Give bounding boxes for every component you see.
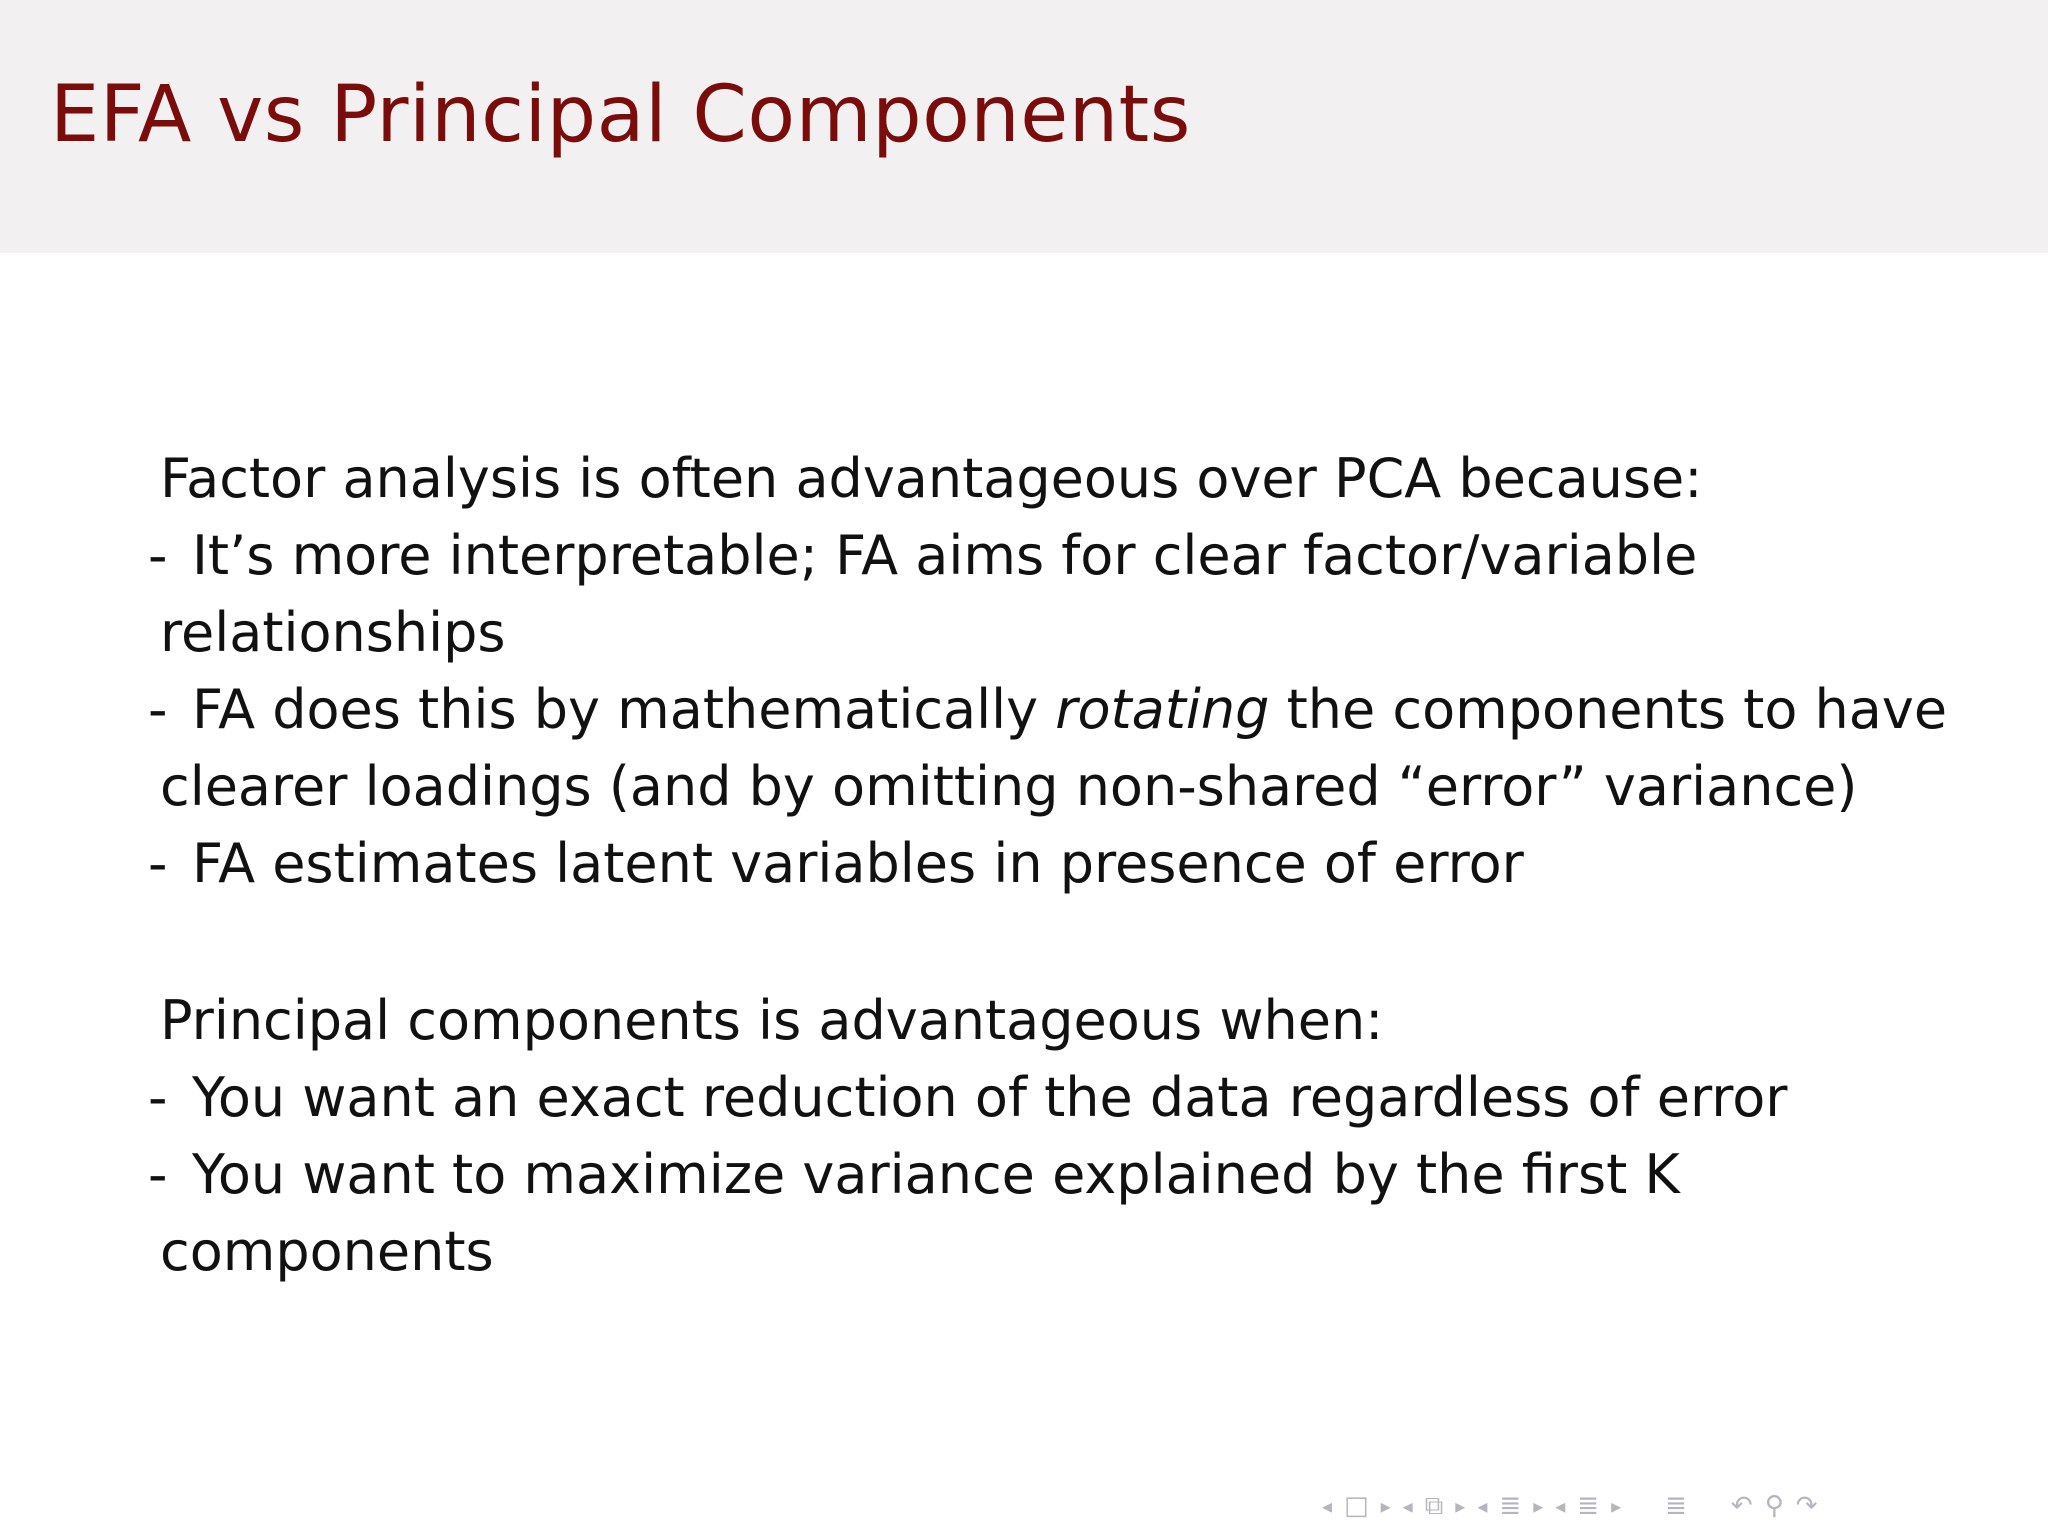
nav-next-arrow-icon[interactable]: ▸: [1455, 1494, 1466, 1518]
bullet-dash: -: [148, 524, 168, 587]
bullet-line: [148, 1136, 1948, 1213]
pc-point-2: You want to maximize variance explained by the first K: [192, 1143, 1680, 1206]
text-line: [148, 440, 1948, 517]
search-icon[interactable]: ⚲: [1764, 1491, 1784, 1521]
bullet-line: [148, 671, 1948, 748]
nav-prev-arrow-icon[interactable]: ◂: [1477, 1494, 1488, 1518]
text-line: [148, 982, 1948, 1059]
paragraph-gap: [148, 902, 1948, 982]
bullet-dash: -: [148, 1143, 168, 1206]
frame-icon[interactable]: □: [1344, 1491, 1369, 1521]
fa-intro: Factor analysis is often advantageous over PCA because:: [160, 447, 1703, 510]
text-line: [148, 594, 1948, 671]
nav-prev-arrow-icon[interactable]: ◂: [1322, 1494, 1333, 1518]
text-line: [148, 748, 1948, 825]
fa-point-2-pre: FA does this by mathematically: [192, 678, 1056, 741]
bullet-line: [148, 1059, 1948, 1136]
pc-intro: Principal components is advantageous when:: [160, 989, 1384, 1052]
beamer-navigation: [1322, 1488, 1818, 1524]
fa-point-3: FA estimates latent variables in presence of error: [192, 832, 1524, 895]
bullet-line: [148, 825, 1948, 902]
nav-next-arrow-icon[interactable]: ▸: [1533, 1494, 1544, 1518]
fa-point-1: It’s more interpretable; FA aims for clear factor/variable: [192, 524, 1698, 587]
pc-point-1: You want an exact reduction of the data regardless of error: [192, 1066, 1788, 1129]
subsection-icon[interactable]: ⧉: [1424, 1491, 1444, 1521]
nav-prev-arrow-icon[interactable]: ◂: [1555, 1494, 1566, 1518]
forward-icon[interactable]: ↷: [1795, 1491, 1818, 1521]
bullet-dash: -: [148, 832, 168, 895]
slide-title: EFA vs Principal Components: [50, 70, 1191, 160]
fa-point-2: [192, 671, 1947, 748]
nav-next-arrow-icon[interactable]: ▸: [1611, 1494, 1622, 1518]
nav-prev-arrow-icon[interactable]: ◂: [1402, 1494, 1413, 1518]
fa-point-1-cont: relationships: [160, 601, 506, 664]
section-icon[interactable]: ≣: [1577, 1491, 1600, 1521]
bullet-line: [148, 517, 1948, 594]
section-icon[interactable]: ≣: [1499, 1491, 1522, 1521]
fa-point-2-emphasis: rotating: [1055, 678, 1270, 741]
text-line: [148, 1213, 1948, 1290]
fa-point-2-cont: clearer loadings (and by omitting non-shared “error” variance): [160, 755, 1858, 818]
pc-point-2-cont: components: [160, 1220, 494, 1283]
slide-body: [148, 440, 1948, 1290]
bullet-dash: -: [148, 678, 168, 741]
title-bar: [0, 0, 2048, 253]
back-icon[interactable]: ↶: [1730, 1491, 1753, 1521]
bullet-dash: -: [148, 1066, 168, 1129]
document-icon[interactable]: ≣: [1665, 1491, 1687, 1521]
fa-point-2-post: the components to have: [1269, 678, 1948, 741]
nav-next-arrow-icon[interactable]: ▸: [1380, 1494, 1391, 1518]
